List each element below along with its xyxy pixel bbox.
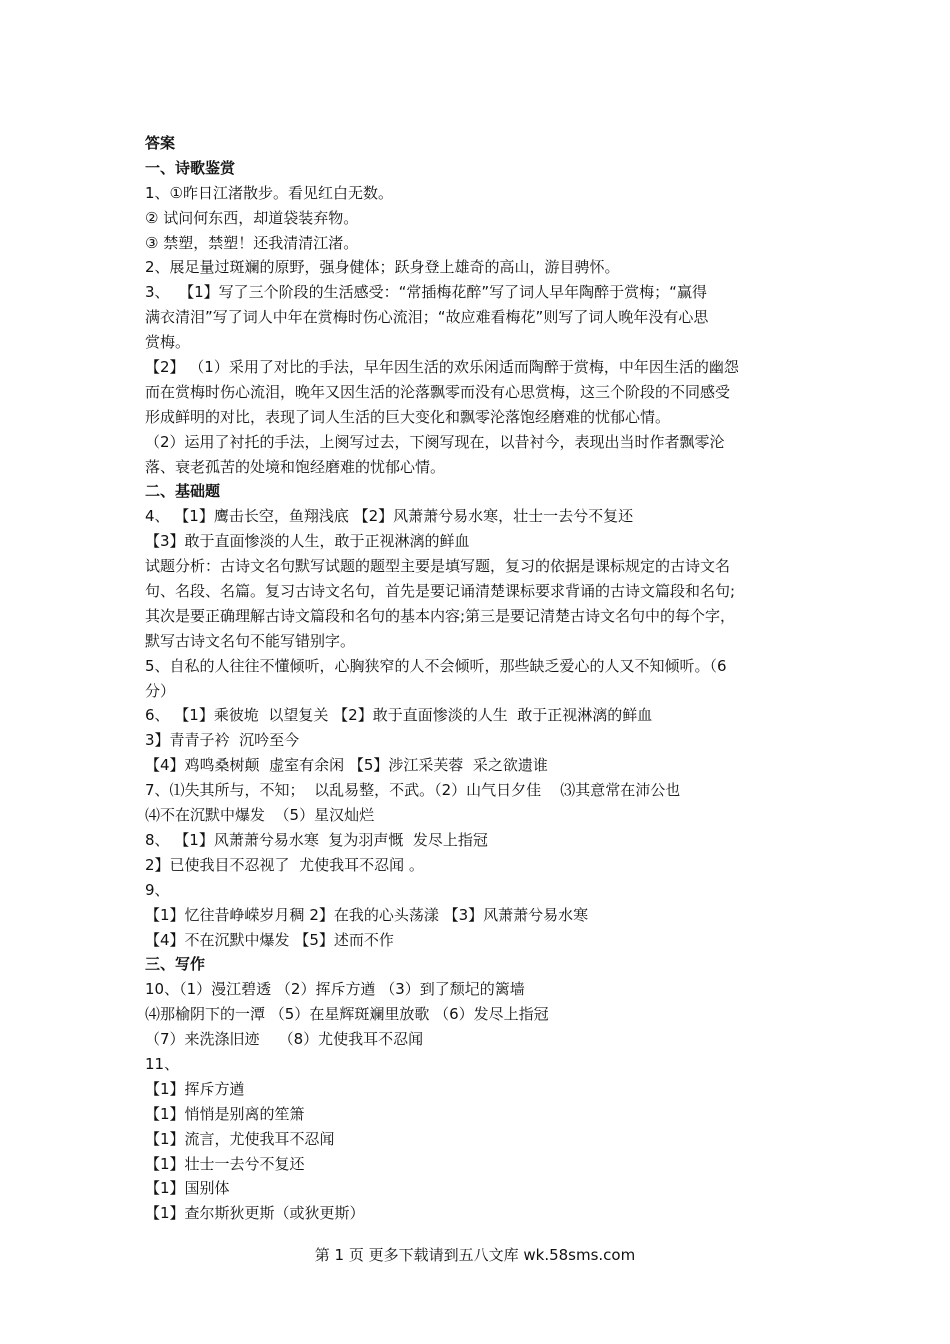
text-line: 【3】敢于直面惨淡的人生，敢于正视淋漓的鲜血 [145, 532, 470, 551]
text-line: 【1】挥斥方遒 [145, 1079, 245, 1098]
section-heading-basics: 二、基础题 [145, 482, 221, 501]
text-line: 形成鲜明的对比，表现了词人生活的巨大变化和飘零沦落饱经磨难的忧郁心情。 [145, 407, 671, 426]
text-line: 试题分析：古诗文名句默写试题的题型主要是填写题，复习的依据是课标规定的古诗文名 [145, 557, 731, 576]
text-line: 1、①昨日江渚散步。看见红白无数。 [145, 183, 393, 202]
text-line: 【4】鸡鸣桑树颠 虚室有余闲 【5】涉江采芙蓉 采之欲遗谁 [145, 756, 548, 775]
text-line: 2】已使我目不忍视了 尤使我耳不忍闻 。 [145, 855, 424, 874]
text-line: 6、 【1】乘彼垝 以望复关 【2】敢于直面惨淡的人生 敢于正视淋漓的鲜血 [145, 706, 653, 725]
text-line: 分） [145, 681, 176, 700]
text-line: 满衣清泪”写了词人中年在赏梅时伤心流泪；“故应难看梅花”则写了词人晚年没有心思 [145, 308, 709, 327]
answer-heading: 答案 [145, 134, 176, 152]
text-line: （2）运用了衬托的手法，上阕写过去，下阕写现在，以昔衬今，表现出当时作者飘零沦 [145, 432, 725, 451]
text-line: 5、自私的人往往不懂倾听，心胸狭窄的人不会倾听，那些缺乏爱心的人又不知倾听。（6 [145, 656, 727, 675]
text-line: 【1】忆往昔峥嵘岁月稠 2】在我的心头荡漾 【3】风萧萧兮易水寒 [145, 905, 589, 924]
text-line: 【1】国别体 [145, 1179, 230, 1198]
text-line: ② 试问何东西，却道袋装弃物。 [145, 208, 359, 227]
section-heading-poetry: 一、诗歌鉴赏 [145, 158, 236, 177]
text-line: ⑷那榆阴下的一潭 （5）在星辉斑斓里放歌 （6）发尽上指冠 [145, 1005, 549, 1024]
text-line: 【1】壮士一去兮不复还 [145, 1154, 305, 1173]
text-line: 【4】不在沉默中爆发 【5】述而不作 [145, 930, 394, 949]
text-line: 10、（1）漫江碧透 （2）挥斥方遒 （3）到了颓圮的篱墙 [145, 980, 525, 999]
text-line: 4、 【1】鹰击长空，鱼翔浅底 【2】风萧萧兮易水寒，壮士一去兮不复还 [145, 507, 634, 526]
text-line: 赏梅。 [145, 333, 191, 352]
section-heading-writing: 三、写作 [145, 955, 206, 974]
page-footer: 第 1 页 更多下载请到五八文库 wk.58sms.com [314, 1246, 636, 1264]
text-line: 其次是要正确理解古诗文篇段和名句的基本内容;第三是要记清楚古诗文名句中的每个字， [145, 606, 736, 625]
text-line: 11、 [145, 1054, 180, 1073]
text-line: 【1】悄悄是别离的笙箫 [145, 1104, 305, 1123]
text-line: ③ 禁塑，禁塑！还我清清江渚。 [145, 233, 359, 252]
text-line: 2、展足量过斑斓的原野，强身健体；跃身登上雄奇的高山，游目骋怀。 [145, 258, 620, 277]
text-line: 【2】 （1）采用了对比的手法，早年因生活的欢乐闲适而陶醉于赏梅，中年因生活的幽怨 [145, 358, 739, 377]
text-line: 句、名段、名篇。复习古诗文名句，首先是要记诵清楚课标要求背诵的古诗文篇段和名句; [145, 582, 736, 601]
text-line: （7）来洗涤旧迹 （8）尤使我耳不忍闻 [145, 1030, 424, 1049]
text-line: 3、 【1】写了三个阶段的生活感受：“常插梅花醉”写了词人早年陶醉于赏梅；“赢得 [145, 283, 707, 302]
text-line: 3】青青子衿 沉吟至今 [145, 731, 300, 750]
text-line: 默写古诗文名句不能写错别字。 [145, 631, 356, 650]
text-line: ⑷不在沉默中爆发 （5）星汉灿烂 [145, 806, 375, 825]
document-page [145, 131, 815, 1226]
text-line: 【1】流言，尤使我耳不忍闻 [145, 1129, 335, 1148]
text-line: 9、 [145, 880, 170, 899]
text-line: 【1】查尔斯狄更斯（或狄更斯） [145, 1204, 365, 1223]
text-line: 8、 【1】风萧萧兮易水寒 复为羽声慨 发尽上指冠 [145, 830, 488, 849]
text-line: 落、衰老孤苦的处境和饱经磨难的忧郁心情。 [145, 457, 446, 476]
text-line: 7、⑴失其所与，不知； 以乱易整，不武。（2）山气日夕佳 ⑶其意常在沛公也 [145, 781, 681, 800]
text-line: 而在赏梅时伤心流泪，晚年又因生活的沦落飘零而没有心思赏梅，这三个阶段的不同感受 [145, 382, 731, 401]
